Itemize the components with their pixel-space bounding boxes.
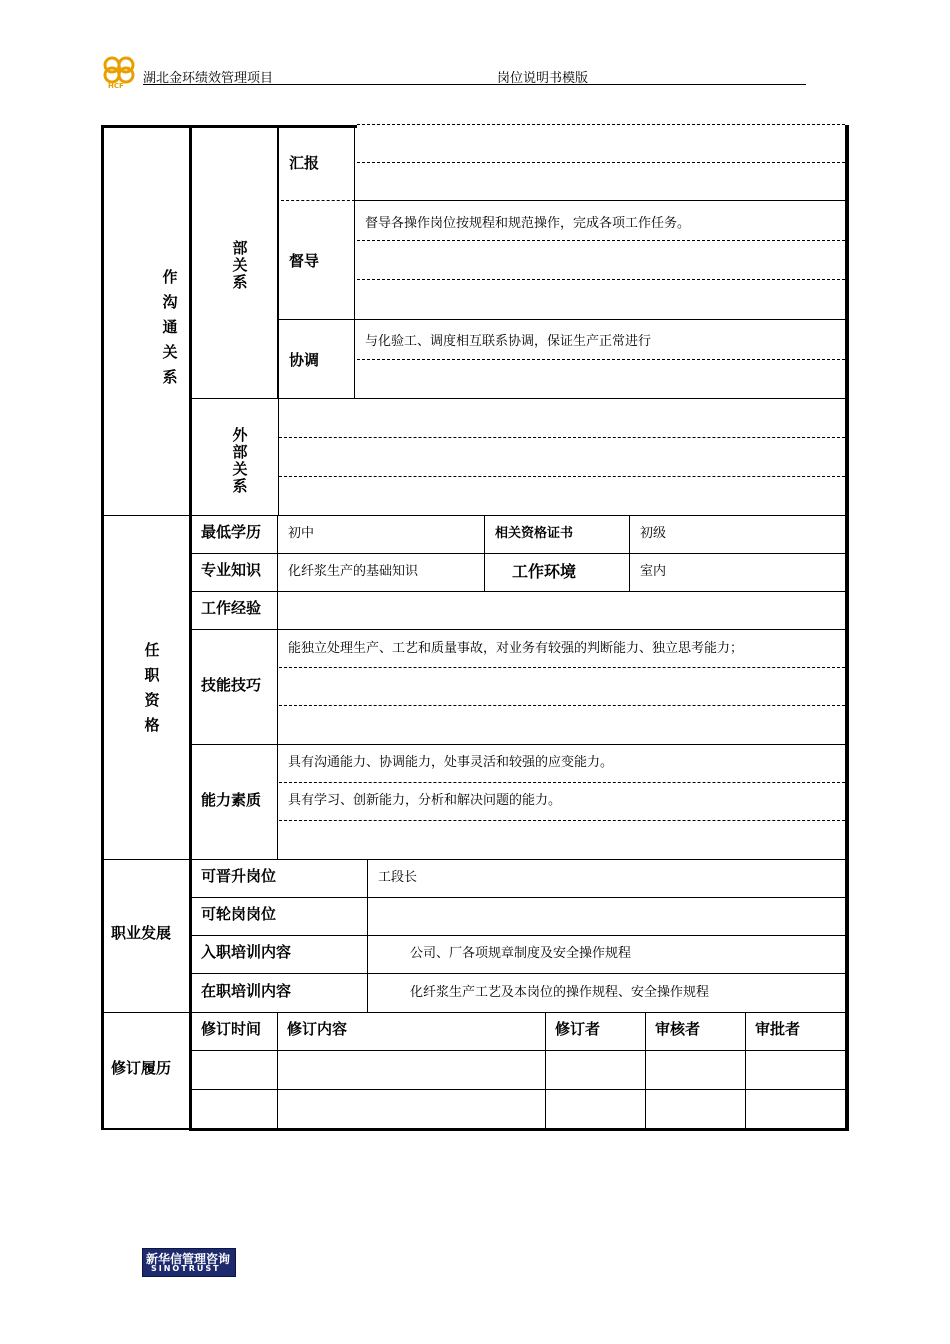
coordinate-content: 与化验工、调度相互联系协调，保证生产正常进行: [365, 334, 652, 349]
knowledge-label: 专业知识: [201, 561, 262, 579]
revision-header-reviewer: 审核者: [655, 1020, 701, 1038]
promotion-label: 可晋升岗位: [201, 867, 277, 885]
supervise-label: 督导: [289, 252, 320, 270]
revision-header-approver: 审批者: [755, 1020, 801, 1038]
section-communication-label: 作沟通关系: [162, 268, 178, 386]
min-education-value: 初中: [288, 526, 315, 541]
inservice-training-label: 在职培训内容: [201, 982, 292, 1000]
promotion-value: 工段长: [378, 870, 418, 885]
section-revision-label: 修订履历: [111, 1059, 172, 1077]
knowledge-value: 化纤浆生产的基础知识: [288, 564, 419, 579]
report-label: 汇报: [289, 154, 320, 172]
coordinate-label: 协调: [289, 351, 320, 369]
section-career-label: 职业发展: [111, 924, 172, 942]
skills-label: 技能技巧: [201, 676, 262, 694]
footer-logo-cn: 新华信管理咨询: [146, 1252, 231, 1266]
min-education-label: 最低学历: [201, 523, 262, 541]
ability-line-1: 具有沟通能力、协调能力，处事灵活和较强的应变能力。: [288, 755, 614, 770]
certificate-value: 初级: [640, 526, 667, 541]
ability-line-2: 具有学习、创新能力，分析和解决问题的能力。: [288, 793, 562, 808]
header-rule: [143, 84, 806, 85]
header-company: 湖北金环绩效管理项目: [143, 71, 274, 86]
environment-value: 室内: [640, 564, 667, 579]
revision-header-reviser: 修订者: [555, 1020, 601, 1038]
company-logo: [100, 55, 138, 91]
revision-header-content: 修订内容: [287, 1020, 348, 1038]
internal-relations-label: 部关系: [232, 239, 248, 291]
rotation-label: 可轮岗岗位: [201, 905, 277, 923]
onboarding-training-value: 公司、厂各项规章制度及安全操作规程: [410, 946, 632, 961]
onboarding-training-label: 入职培训内容: [201, 943, 292, 961]
revision-header-time: 修订时间: [201, 1020, 262, 1038]
external-relations-label: 外部关系: [232, 426, 248, 495]
skills-line-1: 能独立处理生产、工艺和质量事故，对业务有较强的判断能力、独立思考能力；: [288, 641, 744, 656]
header-doc-title: 岗位说明书模版: [497, 71, 589, 86]
footer-logo: [142, 1248, 236, 1277]
inservice-training-value: 化纤浆生产工艺及本岗位的操作规程、安全操作规程: [410, 985, 710, 1000]
certificate-label: 相关资格证书: [495, 526, 574, 541]
environment-label: 工作环境: [512, 562, 577, 581]
logo-text: HCF: [108, 82, 124, 90]
ability-label: 能力素质: [201, 791, 262, 809]
supervise-content: 督导各操作岗位按规程和规范操作，完成各项工作任务。: [365, 216, 691, 231]
experience-label: 工作经验: [201, 599, 262, 617]
section-qualification-label: 任职资格: [144, 641, 160, 734]
footer-logo-en: SINOTRUST: [151, 1264, 221, 1273]
